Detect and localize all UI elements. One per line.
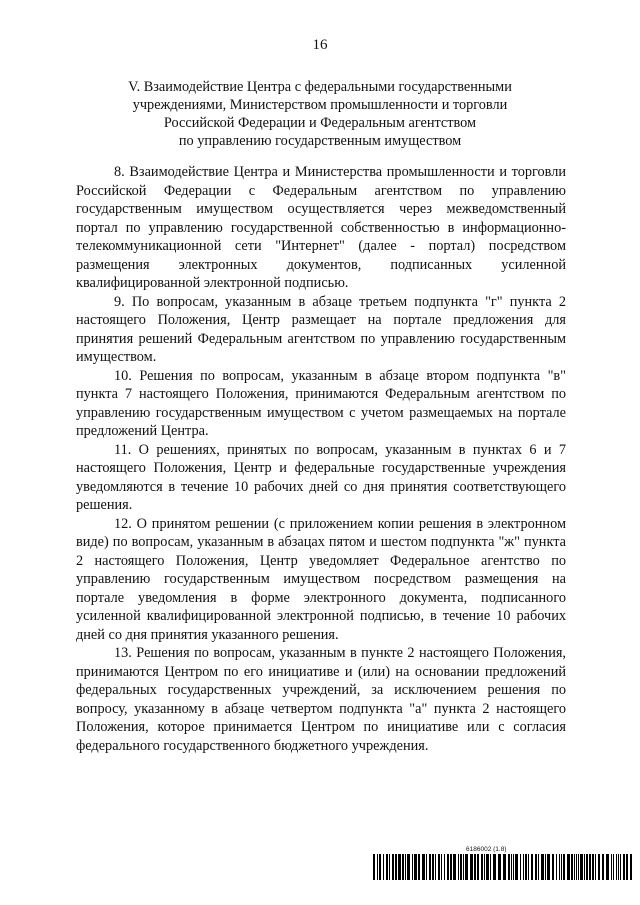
barcode-bar (426, 854, 427, 880)
document-code: 6186002 (1.8) (466, 846, 507, 853)
barcode-bar (578, 854, 579, 880)
barcode-bar (592, 854, 594, 880)
barcode-bar (611, 854, 612, 880)
barcode-bar (576, 854, 577, 880)
barcode-bar (616, 854, 617, 880)
barcode-bar (412, 854, 413, 880)
barcode-bar (474, 854, 476, 880)
barcode-bar (395, 854, 397, 880)
section-title (60, 78, 580, 150)
barcode-bar (379, 854, 381, 880)
barcode-bar (438, 854, 440, 880)
barcode-bar (561, 854, 562, 880)
barcode-bar (606, 854, 609, 880)
barcode-bar (538, 854, 539, 880)
barcode-bar (508, 854, 510, 880)
paragraph-9: 9. По вопросам, указанным в абзаце третьем подпункта "г" пункта 2 настоящего Положения, Центр размещает на портале предложения для принятия решений Федеральным агентством по управлению государственным имуществом. (76, 293, 566, 365)
barcode-bar (541, 854, 544, 880)
barcode-bar (567, 854, 570, 880)
barcode-bar (513, 854, 514, 880)
barcode-bar (441, 854, 442, 880)
barcode-bar (498, 854, 501, 880)
barcode-bar (481, 854, 483, 880)
barcode-bar (418, 854, 420, 880)
barcode-bar (595, 854, 596, 880)
barcode-bar (598, 854, 600, 880)
paragraph-11: 11. О решениях, принятых по вопросам, указанным в пунктах 6 и 7 настоящего Положения, Центр и федеральные государственные учреждения уведомляются в течение 10 рабочих дней со дня принятия соответствующего решения. (76, 441, 566, 513)
barcode-bar (552, 854, 554, 880)
barcode-bar (602, 854, 604, 880)
barcode-bar (405, 854, 406, 880)
barcode-bar (407, 854, 410, 880)
barcode-bar (465, 854, 468, 880)
barcode-bar (589, 854, 591, 880)
page-number: 16 (312, 37, 328, 53)
barcode-bar (414, 854, 417, 880)
barcode-bar (432, 854, 434, 880)
barcode-bar (584, 854, 585, 880)
barcode-bar (545, 854, 546, 880)
barcode-bar (389, 854, 390, 880)
barcode-bar (503, 854, 506, 880)
barcode-bar (531, 854, 533, 880)
paragraph-13: 13. Решения по вопросам, указанным в пункте 2 настоящего Положения, принимаются Центром по его инициативе и (или) на основании предложений федеральных государственных учреждений, за исключением решения по вопросу, указанному в абзаце четвертом подпункта "а" пункта 2 настоящего Положения, которое принимается Центром по инициативе или с согласия федерального государственного бюджетного учреждения. (76, 645, 566, 754)
barcode-bar (525, 854, 527, 880)
barcode-bar (460, 854, 462, 880)
barcode-bar (484, 854, 485, 880)
barcode-bar (435, 854, 436, 880)
section-title-line: Российской Федерации и Федеральным агентством (163, 115, 477, 131)
section-title-line: V. Взаимодействие Центра с федеральными государственными (128, 79, 512, 95)
barcode-bar (458, 854, 459, 880)
barcode-bar (447, 854, 449, 880)
barcode-bar (620, 854, 621, 880)
barcode-bar (392, 854, 394, 880)
barcode (373, 854, 633, 880)
barcode-bar (463, 854, 464, 880)
barcode-bar (613, 854, 614, 880)
barcode-bar (470, 854, 473, 880)
paragraph-8: 8. Взаимодействие Центра и Министерства промышленности и торговли Российской Федерации с Федеральным агентством по управлению государственным имуществом осуществляется через межведомственный портал по управлению государственной собственностью в информационно-телекоммуникационной сети "Интернет" (далее - портал) посредством размещения электронных документов, подписанных усиленной квалифицированной электронной подписью. (76, 164, 566, 291)
barcode-bar (535, 854, 537, 880)
section-title-line: по управлению государственным имуществом (178, 133, 462, 149)
barcode-bar (523, 854, 524, 880)
barcode-bar (444, 854, 445, 880)
barcode-bar (547, 854, 550, 880)
barcode-bar (383, 854, 384, 880)
barcode-bar (477, 854, 479, 880)
section-title-line: учреждениями, Министерством промышленности и торговли (132, 97, 508, 113)
barcode-bar (398, 854, 401, 880)
barcode-bar (402, 854, 404, 880)
paragraph-12: 12. О принятом решении (с приложением копии решения в электронном виде) по вопросам, указанным в абзацах пятом и шестом подпункта "ж" пункта 2 настоящего Положения, Центр уведомляет Федеральное агентство по управлению государственным имуществом посредством размещения на портале уведомления в форме электронного документа, подписанного усиленной квалифицированной электронной подписью, в течение 10 рабочих дней со дня принятия указанного решения. (76, 515, 566, 643)
barcode-bar (515, 854, 518, 880)
document-body (76, 163, 566, 755)
barcode-bar (626, 854, 628, 880)
barcode-bar (511, 854, 512, 880)
barcode-bar (563, 854, 565, 880)
barcode-bar (618, 854, 619, 880)
barcode-bar (556, 854, 557, 880)
barcode-bar (429, 854, 431, 880)
barcode-bar (386, 854, 388, 880)
barcode-bar (571, 854, 573, 880)
barcode-bar (422, 854, 425, 880)
barcode-bar (623, 854, 625, 880)
barcode-bar (574, 854, 575, 880)
barcode-bar (377, 854, 378, 880)
barcode-bar (559, 854, 560, 880)
barcode-bar (586, 854, 588, 880)
barcode-bar (373, 854, 375, 880)
barcode-bar (486, 854, 489, 880)
barcode-bar (490, 854, 491, 880)
barcode-bar (520, 854, 521, 880)
paragraph-10: 10. Решения по вопросам, указанным в абзаце втором подпункта "в" пункта 7 настоящего Положения, принимаются Федеральным агентством по управлению государственным имуществом с учетом размещаемых на портале предложений Центра. (76, 367, 566, 439)
barcode-bar (493, 854, 496, 880)
barcode-bar (450, 854, 452, 880)
barcode-bar (630, 854, 632, 880)
barcode-bar (528, 854, 529, 880)
barcode-bar (580, 854, 583, 880)
barcode-bar (453, 854, 456, 880)
